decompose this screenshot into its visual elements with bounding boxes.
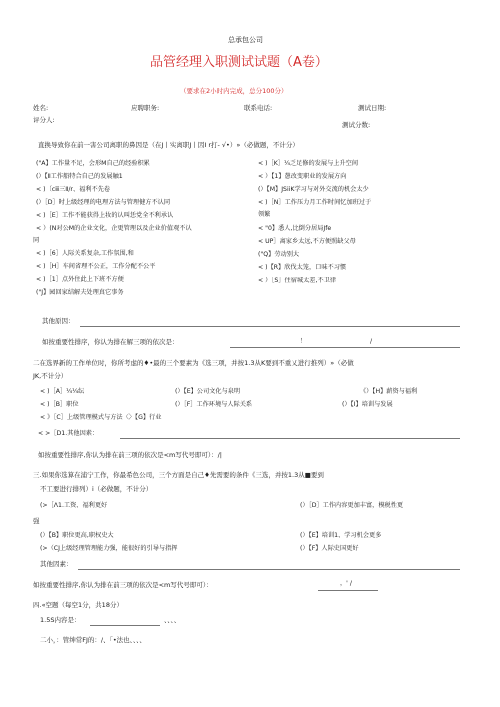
q1-rank-separator: / <box>370 338 373 345</box>
company-name: 总承包公司 <box>228 36 263 44</box>
q1-option: (）【M】JSiiK学习与对外交流的机会太少 <box>258 186 369 193</box>
q1-option: < ）(N对公M的企业文化，企更管理以及企业价值观不认 <box>36 225 192 232</box>
phone-label: 联系电话: <box>244 104 273 112</box>
q1-option: ("Q】劳动别大 <box>258 251 300 258</box>
q2-option: (）［F］工作环境与人际关系 <box>175 401 253 408</box>
page-title: 品管经理入职测试试题（A卷） <box>150 55 328 70</box>
score-label: 测试分数: <box>342 121 371 129</box>
q1-option: < )［1］点外住此上下班不方便 <box>36 276 124 283</box>
q2-option: (）【E】公司文化与泉明 <box>175 388 241 395</box>
q3-option: (）［D］工作内容更加丰富，模税性更 <box>300 502 404 509</box>
q1-other-field[interactable] <box>80 326 460 327</box>
q1-option: (）【Ⅱ工作船特合自己的发展触1 <box>36 173 123 180</box>
grader-label: 评分人: <box>33 116 55 124</box>
q2-option: 《）【H】薪资与福利 <box>360 388 418 395</box>
q1-option: < )［6］人际关系复杂,工作氛围,和 <box>36 250 134 257</box>
q1-rank-prompt: 如按重要性排序，你认为排在解三项的依次是： <box>42 338 179 346</box>
q3-option: (>（CJ上级经理管理能力强，能很好的引导与指挥 <box>40 545 178 552</box>
q1-prompt: 直换导致你在前一害公司离职的鼻因是（在J丨实离职J丨因I r打- √•）»（必做题，不计分） <box>38 141 299 149</box>
q2-option: < 》［C］上级管理模式与方法〈〉【G】行业 <box>40 414 162 421</box>
q2-prompt: 二在选界新的工作单位时，你所考虑的♦•最的三个要素为《选三项，并按1.3从K要到不重乂进行推列）»（必做 <box>33 359 354 367</box>
q3-rank-end: ，' / <box>340 580 352 587</box>
q3-option: (）【B】职位更高,职权史大 <box>40 532 114 539</box>
q2-option: < )［A］¼¼纭 <box>40 388 85 395</box>
q4-line1: 1.5S内容是： <box>40 616 81 624</box>
test-date-label: 测试日期: <box>358 104 387 112</box>
q3-prompt: 三.如果你选算在浦宁工作，你最希色公司，三个方面是自己♦先需要的条件《三选，并按1.3从■要到 <box>33 471 324 479</box>
q1-option: < ）【1】憩改变职业的发展方向 <box>258 173 347 180</box>
q1-option-cont: 领繁 <box>258 211 271 218</box>
q2-rank-prompt: 如按重要性排序,你认为排在前三项的依次是<m写代号即可）：/| <box>38 451 222 459</box>
q4-line1-end: 、、、、 <box>164 616 181 624</box>
position-label: 应聘职务: <box>131 104 160 112</box>
q1-option: < )【R】欣伐太笼，口味不习惯 <box>258 264 347 271</box>
q3-option: (>［Λ1.工资、福利更好 <box>40 502 108 509</box>
q1-option: < )［E］工作不能获得上妆的认叫恁党全不利承认 <box>36 212 174 219</box>
q1-option: < UP］离家乡太远,不方便照缺父母 <box>258 238 356 245</box>
q4-blank[interactable] <box>90 625 160 626</box>
q4-heading: 四.«空题（每空1分，共18分） <box>33 601 123 609</box>
q1-option-cont: 同 <box>33 237 40 244</box>
q3-option: (）【F】人际史国更好 <box>300 545 359 552</box>
q1-option: < "0】悉人,比倒分居局Jfe <box>258 225 332 232</box>
q3-prompt-cont: 不工要进行排列）i（必做题，不计分） <box>40 485 153 493</box>
q3-option-cont: 强 <box>33 517 40 525</box>
q3-other-label: 其他因素： <box>40 560 73 568</box>
q3-other-field[interactable] <box>78 569 460 570</box>
q4-line2: 二小，：管绅常FJ的：/、「•法也、、、、 <box>40 636 146 644</box>
q2-option: (）【I】培训与发展 <box>342 401 393 408</box>
q1-option: < ）［S］住宿城太差,不卫律 <box>258 277 337 284</box>
q1-other-label: 其他原因： <box>42 317 75 325</box>
q1-option: (）［D］时上级经理的电理方法与管理健方不认同 <box>36 199 171 206</box>
q1-option: ("J】园回家结解夫处理真它事务 <box>36 289 124 296</box>
name-label: 姓名: <box>33 104 49 112</box>
q1-option: < )［N］工作压力月工作时间忆加班过于 <box>258 199 372 206</box>
q3-option: (）【E】培训1、学习机会更多 <box>300 532 382 539</box>
page-subtitle: （要求在2小时内完成，总分100分） <box>180 87 288 95</box>
q1-option: ("A】工作量不足，会形M自己的经验积累 <box>36 160 150 167</box>
q3-rank-field[interactable] <box>318 590 378 591</box>
q2-prompt-cont: JK,不计分） <box>33 372 68 380</box>
q2-option: < )［B］职位 <box>40 401 79 408</box>
q1-option: < )〔cⅲ三Ⅱ/r、福利不先卷 <box>36 186 111 193</box>
q2-other-field[interactable] <box>120 438 460 439</box>
q2-other-label: < >［D1.其他因素： <box>38 430 99 437</box>
q1-option: < )［K］¼乏足修的发展与上升空间 <box>258 160 359 167</box>
q1-rank-field[interactable] <box>230 347 460 348</box>
q1-rank-separator: ！ <box>300 338 307 345</box>
q3-rank-prompt: 如按重要性排序,你认为排在前三项的依次是<m写代号即可）： <box>33 581 213 589</box>
q1-option: < )［H］车间省理不公正，工作分配不公平 <box>36 263 156 270</box>
